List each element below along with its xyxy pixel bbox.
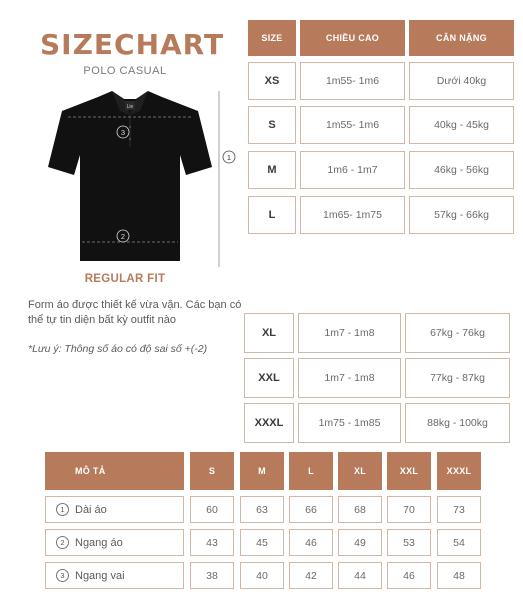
page-title: SIZECHART <box>40 28 225 61</box>
measure-cell: 44 <box>338 562 382 589</box>
marker-3: 3 <box>120 128 126 137</box>
weight-cell: 88kg - 100kg <box>405 403 510 443</box>
measure-cell: 54 <box>437 529 481 556</box>
measure-header-desc: MÔ TẢ <box>45 452 184 490</box>
size-table-header-weight: CÂN NẶNG <box>409 20 514 56</box>
measure-header-xl: XL <box>338 452 382 490</box>
measure-label-shoulder <box>45 562 184 589</box>
measure-header-xxl: XXL <box>387 452 431 490</box>
size-cell: M <box>248 151 296 189</box>
tolerance-note: *Lưu ý: Thông số áo có độ sai số +(-2) <box>28 343 208 355</box>
measure-label-text: Ngang vai <box>75 569 125 582</box>
weight-cell: 46kg - 56kg <box>409 151 514 189</box>
measure-cell: 40 <box>240 562 284 589</box>
marker-1: 1 <box>226 153 232 162</box>
measure-cell: 68 <box>338 496 382 523</box>
measure-cell: 49 <box>338 529 382 556</box>
number-3-icon: 3 <box>56 569 69 582</box>
brand-tag-text: Lie <box>126 104 134 110</box>
measure-cell: 73 <box>437 496 481 523</box>
size-table-header-height: CHIỀU CAO <box>300 20 405 56</box>
weight-cell: Dưới 40kg <box>409 62 514 100</box>
size-cell: XS <box>248 62 296 100</box>
size-cell: XL <box>244 313 294 353</box>
measure-cell: 53 <box>387 529 431 556</box>
number-1-icon: 1 <box>56 503 69 516</box>
measure-cell: 46 <box>289 529 333 556</box>
measure-cell: 45 <box>240 529 284 556</box>
measure-label-text: Ngang áo <box>75 536 123 549</box>
weight-cell: 57kg - 66kg <box>409 196 514 234</box>
measure-cell: 42 <box>289 562 333 589</box>
weight-cell: 40kg - 45kg <box>409 106 514 144</box>
height-cell: 1m55- 1m6 <box>300 106 405 144</box>
height-cell: 1m7 - 1m8 <box>298 358 401 398</box>
measure-header-xxxl: XXXL <box>437 452 481 490</box>
size-cell: S <box>248 106 296 144</box>
weight-cell: 77kg - 87kg <box>405 358 510 398</box>
size-cell: XXXL <box>244 403 294 443</box>
measure-label-length <box>45 496 184 523</box>
height-cell: 1m6 - 1m7 <box>300 151 405 189</box>
measure-header-m: M <box>240 452 284 490</box>
height-cell: 1m75 - 1m85 <box>298 403 401 443</box>
size-cell: L <box>248 196 296 234</box>
height-cell: 1m55- 1m6 <box>300 62 405 100</box>
number-2-icon: 2 <box>56 536 69 549</box>
measure-cell: 66 <box>289 496 333 523</box>
measure-header-l: L <box>289 452 333 490</box>
measure-cell: 43 <box>190 529 234 556</box>
size-cell: XXL <box>244 358 294 398</box>
measure-header-s: S <box>190 452 234 490</box>
weight-cell: 67kg - 76kg <box>405 313 510 353</box>
marker-2: 2 <box>120 232 126 241</box>
measure-cell: 38 <box>190 562 234 589</box>
size-table-header-size: SIZE <box>248 20 296 56</box>
height-cell: 1m65- 1m75 <box>300 196 405 234</box>
measure-cell: 70 <box>387 496 431 523</box>
height-cell: 1m7 - 1m8 <box>298 313 401 353</box>
page-subtitle: POLO CASUAL <box>83 65 167 77</box>
measure-cell: 48 <box>437 562 481 589</box>
fit-description: Form áo được thiết kế vừa vặn. Các bạn có thể tự tin diện bất kỳ outfit nào <box>28 299 242 326</box>
polo-shirt-illustration <box>40 85 230 270</box>
measure-label-text: Dài áo <box>75 503 107 516</box>
measure-label-chest <box>45 529 184 556</box>
polo-shirt-icon <box>40 85 230 270</box>
measure-cell: 60 <box>190 496 234 523</box>
measure-cell: 63 <box>240 496 284 523</box>
fit-label: REGULAR FIT <box>84 273 166 285</box>
measure-cell: 46 <box>387 562 431 589</box>
